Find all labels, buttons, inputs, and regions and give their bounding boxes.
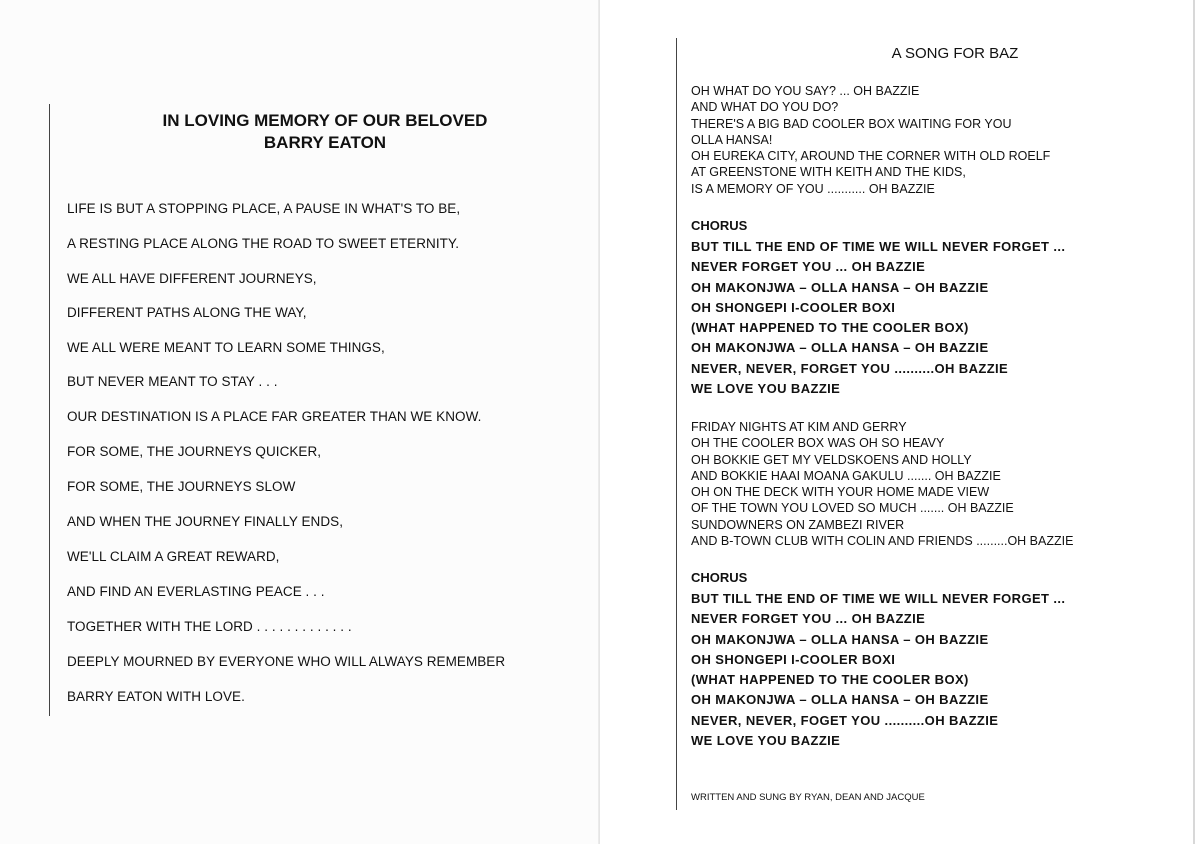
lyric-line: AND WHAT DO YOU DO?: [691, 100, 839, 115]
chorus-line: OH MAKONJWA – OLLA HANSA – OH BAZZIE: [691, 340, 989, 356]
song-verse-2: [691, 419, 1073, 549]
poem-line: WE'LL CLAIM A GREAT REWARD,: [67, 549, 280, 564]
lyric-line: OF THE TOWN YOU LOVED SO MUCH ....... OH BAZZIE: [691, 501, 1014, 516]
poem-line: WE ALL HAVE DIFFERENT JOURNEYS,: [67, 271, 317, 286]
poem-line: OUR DESTINATION IS A PLACE FAR GREATER THAN WE KNOW.: [67, 409, 482, 424]
lyric-line: OH THE COOLER BOX WAS OH SO HEAVY: [691, 436, 945, 451]
chorus-line: (WHAT HAPPENED TO THE COOLER BOX): [691, 672, 969, 688]
poem-line: WE ALL WERE MEANT TO LEARN SOME THINGS,: [67, 340, 385, 355]
poem-line: LIFE IS BUT A STOPPING PLACE, A PAUSE IN WHAT'S TO BE,: [67, 201, 461, 216]
left-margin-rule: [49, 104, 50, 716]
lyric-line: AND BOKKIE HAAI MOANA GAKULU ....... OH BAZZIE: [691, 468, 1001, 483]
poem-line: DIFFERENT PATHS ALONG THE WAY,: [67, 305, 307, 320]
chorus-line: OH SHONGEPI I-COOLER BOXI: [691, 651, 896, 667]
song-credits: WRITTEN AND SUNG BY RYAN, DEAN AND JACQUE: [691, 792, 925, 803]
poem-line: FOR SOME, THE JOURNEYS SLOW: [67, 479, 296, 494]
song-chorus-2: [691, 589, 1065, 751]
chorus-line: OH SHONGEPI I-COOLER BOXI: [691, 299, 896, 315]
song-verse-1: [691, 83, 1050, 197]
lyric-line: OH EUREKA CITY, AROUND THE CORNER WITH OLD ROELF: [691, 149, 1051, 164]
poem-line: BUT NEVER MEANT TO STAY . . .: [67, 374, 278, 389]
paper-edge: [1193, 0, 1195, 844]
poem-line: BARRY EATON WITH LOVE.: [67, 689, 245, 704]
lyric-line: OH WHAT DO YOU SAY? ... OH BAZZIE: [691, 84, 920, 98]
lyric-line: OH BOKKIE GET MY VELDSKOENS AND HOLLY: [691, 452, 972, 467]
song-chorus-1: [691, 237, 1065, 399]
chorus-line: OH MAKONJWA – OLLA HANSA – OH BAZZIE: [691, 279, 989, 295]
memorial-title-line-2: BARRY EATON: [263, 133, 387, 152]
poem-line: FOR SOME, THE JOURNEYS QUICKER,: [67, 444, 322, 459]
poem-line: AND WHEN THE JOURNEY FINALLY ENDS,: [67, 514, 344, 529]
lyric-line: IS A MEMORY OF YOU ........... OH BAZZIE: [691, 181, 935, 196]
poem-line: DEEPLY MOURNED BY EVERYONE WHO WILL ALWAYS REMEMBER: [67, 654, 506, 669]
poem-line: TOGETHER WITH THE LORD . . . . . . . . . . . . .: [67, 619, 352, 634]
poem-line: A RESTING PLACE ALONG THE ROAD TO SWEET ETERNITY.: [67, 236, 460, 251]
chorus-line: BUT TILL THE END OF TIME WE WILL NEVER FORGET ...: [691, 239, 1066, 254]
chorus-line: (WHAT HAPPENED TO THE COOLER BOX): [691, 320, 969, 336]
poem-line: AND FIND AN EVERLASTING PEACE . . .: [67, 584, 325, 599]
chorus-heading: CHORUS: [691, 570, 748, 585]
chorus-line: NEVER, NEVER, FORGET YOU ..........OH BAZZIE: [691, 360, 1009, 376]
song-title: A SONG FOR BAZ: [891, 45, 1019, 62]
chorus-heading: CHORUS: [691, 218, 748, 233]
chorus-line: BUT TILL THE END OF TIME WE WILL NEVER FORGET ...: [691, 591, 1066, 606]
lyric-line: FRIDAY NIGHTS AT KIM AND GERRY: [691, 420, 907, 434]
chorus-line: WE LOVE YOU BAZZIE: [691, 733, 841, 749]
lyric-line: AND B-TOWN CLUB WITH COLIN AND FRIENDS .........OH BAZZIE: [691, 534, 1074, 549]
lyric-line: AT GREENSTONE WITH KEITH AND THE KIDS,: [691, 165, 966, 180]
lyric-line: THERE'S A BIG BAD COOLER BOX WAITING FOR YOU: [691, 116, 1012, 131]
chorus-line: NEVER, NEVER, FOGET YOU ..........OH BAZZIE: [691, 712, 999, 728]
memorial-title-line-1: IN LOVING MEMORY OF OUR BELOVED: [162, 111, 488, 130]
chorus-line: OH MAKONJWA – OLLA HANSA – OH BAZZIE: [691, 631, 989, 647]
chorus-line: OH MAKONJWA – OLLA HANSA – OH BAZZIE: [691, 692, 989, 708]
chorus-line: WE LOVE YOU BAZZIE: [691, 381, 841, 397]
memorial-title: [100, 110, 550, 154]
lyric-line: OH ON THE DECK WITH YOUR HOME MADE VIEW: [691, 485, 990, 500]
right-margin-rule: [676, 38, 677, 810]
chorus-line: NEVER FORGET YOU ... OH BAZZIE: [691, 611, 926, 627]
lyric-line: OLLA HANSA!: [691, 132, 773, 147]
lyric-line: SUNDOWNERS ON ZAMBEZI RIVER: [691, 517, 905, 532]
chorus-line: NEVER FORGET YOU ... OH BAZZIE: [691, 259, 926, 275]
